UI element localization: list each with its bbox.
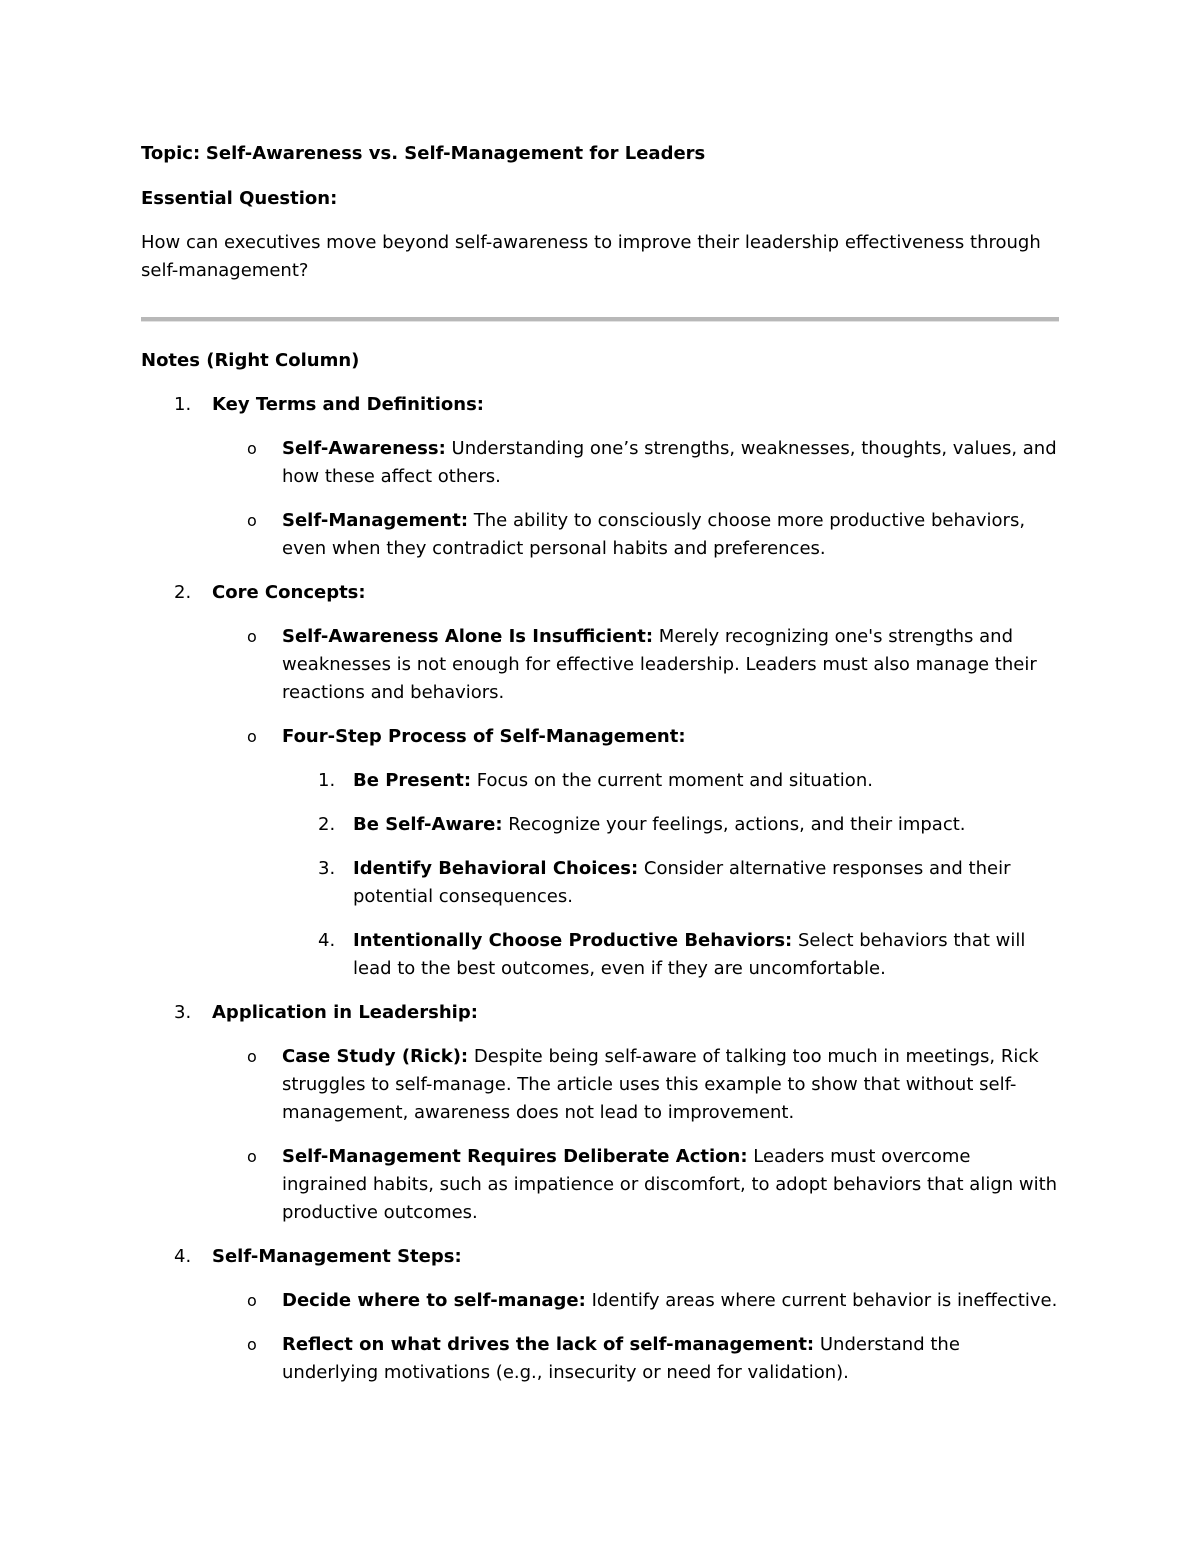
section-number: 1. <box>174 394 192 415</box>
bullet-item <box>141 1287 1059 1315</box>
bullet-term: Reflect on what drives the lack of self-management: <box>282 1334 815 1355</box>
bullet-term: Self-Awareness Alone Is Insufficient: <box>282 626 654 647</box>
bullet-item <box>141 435 1059 491</box>
step-term: Be Present: <box>353 770 472 791</box>
bullet-term: Self-Management: <box>282 510 469 531</box>
steps-list <box>212 767 1059 983</box>
step-term: Identify Behavioral Choices: <box>353 858 639 879</box>
topic-text: Self-Awareness vs. Self-Management for Leaders <box>205 143 706 164</box>
bullet-text: Identify areas where current behavior is ineffective. <box>591 1290 1058 1311</box>
notes-heading: Notes (Right Column) <box>141 350 360 371</box>
step-text: Consider alternative responses and their potential consequences. <box>353 858 1011 907</box>
step-item <box>318 927 1059 983</box>
bullet-term: Self-Awareness: <box>282 438 446 459</box>
section-item <box>141 1243 1059 1387</box>
bullet-text: Merely recognizing one's strengths and weaknesses is not enough for effective leadership. Leaders must also manage their reactions and behaviors. <box>282 626 1037 703</box>
bullet-text: Despite being self-aware of talking too much in meetings, Rick struggles to self-manage. The article uses this example to show that without self-management, awareness does not lead to improvement. <box>282 1046 1039 1123</box>
bullet-term: Decide where to self-manage: <box>282 1290 586 1311</box>
step-number: 2. <box>318 814 336 835</box>
step-text: Select behaviors that will lead to the best outcomes, even if they are uncomfortable. <box>353 930 1026 979</box>
bullet-marker: o <box>247 511 257 530</box>
bullet-term: Four-Step Process of Self-Management: <box>282 726 686 747</box>
step-number: 4. <box>318 930 336 951</box>
section-title: Self-Management Steps: <box>212 1246 462 1267</box>
bullet-term: Case Study (Rick): <box>282 1046 469 1067</box>
step-item <box>318 767 1059 795</box>
bullet-marker: o <box>247 1291 257 1310</box>
topic-label: Topic: <box>141 143 201 164</box>
section-item <box>141 579 1059 983</box>
bullet-text: Understanding one’s strengths, weaknesses, thoughts, values, and how these affect others. <box>282 438 1057 487</box>
bullet-marker: o <box>247 1147 257 1166</box>
horizontal-divider <box>141 317 1059 322</box>
bullet-item <box>141 623 1059 707</box>
section-title: Key Terms and Definitions: <box>212 394 485 415</box>
bullet-marker: o <box>247 727 257 746</box>
step-term: Intentionally Choose Productive Behaviors: <box>353 930 793 951</box>
bullet-item <box>141 1043 1059 1127</box>
bullet-text: Leaders must overcome ingrained habits, such as impatience or discomfort, to adopt behaviors that align with productive outcomes. <box>282 1146 1058 1223</box>
bullet-item <box>141 723 1059 983</box>
bullet-item <box>141 507 1059 563</box>
section-number: 4. <box>174 1246 192 1267</box>
step-term: Be Self-Aware: <box>353 814 503 835</box>
step-item <box>318 855 1059 911</box>
bullet-marker: o <box>247 439 257 458</box>
section-number: 3. <box>174 1002 192 1023</box>
step-number: 1. <box>318 770 336 791</box>
section-item <box>141 999 1059 1227</box>
document-page <box>141 128 1059 1387</box>
topic-line <box>141 140 1059 168</box>
step-number: 3. <box>318 858 336 879</box>
step-text: Focus on the current moment and situation. <box>476 770 873 791</box>
step-item <box>318 811 1059 839</box>
step-text: Recognize your feelings, actions, and their impact. <box>508 814 966 835</box>
bullet-marker: o <box>247 627 257 646</box>
bullet-text: The ability to consciously choose more productive behaviors, even when they contradict personal habits and preferences. <box>282 510 1026 559</box>
section-item <box>141 391 1059 563</box>
bullet-marker: o <box>247 1335 257 1354</box>
section-title: Core Concepts: <box>212 582 366 603</box>
section-number: 2. <box>174 582 192 603</box>
bullet-text: Understand the underlying motivations (e.g., insecurity or need for validation). <box>282 1334 960 1383</box>
essential-question-text: How can executives move beyond self-awareness to improve their leadership effectiveness through self-management? <box>141 232 1041 281</box>
bullet-term: Self-Management Requires Deliberate Action: <box>282 1146 748 1167</box>
bullet-marker: o <box>247 1047 257 1066</box>
essential-question-label: Essential Question: <box>141 188 338 209</box>
bullet-item <box>141 1331 1059 1387</box>
notes-list <box>141 391 1059 1387</box>
bullet-item <box>141 1143 1059 1227</box>
section-title: Application in Leadership: <box>212 1002 478 1023</box>
